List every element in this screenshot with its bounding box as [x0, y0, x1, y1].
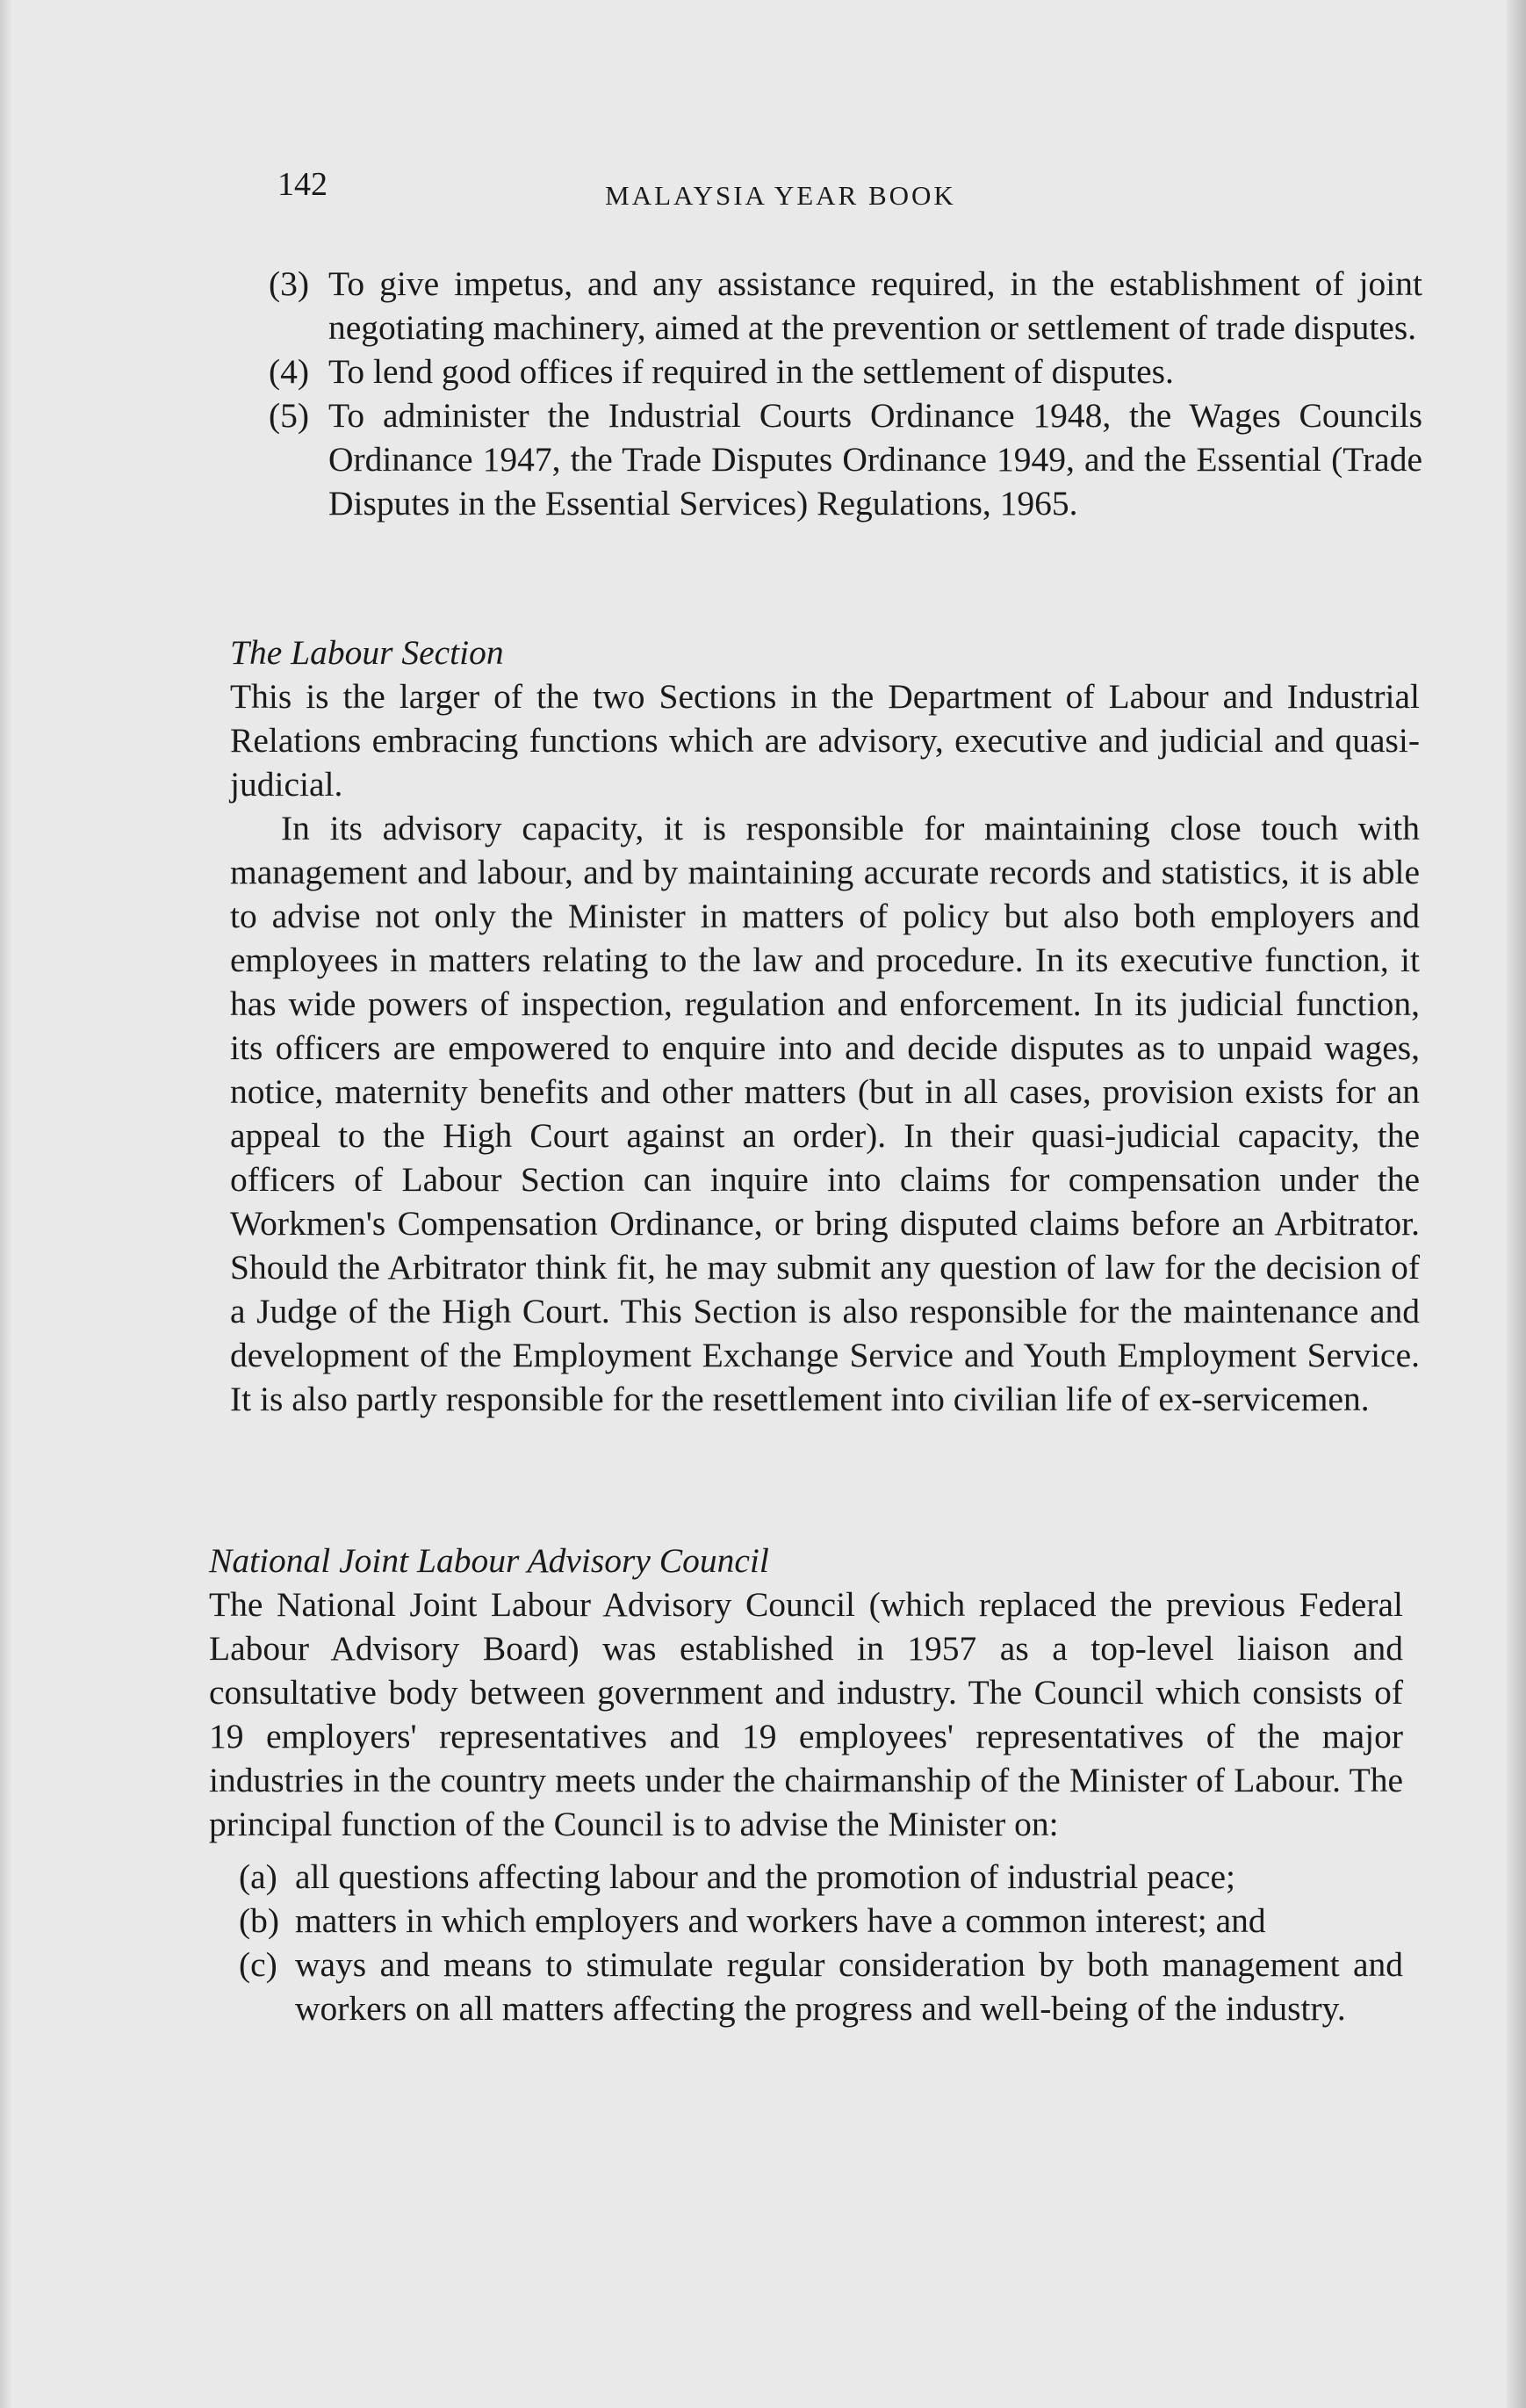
running-title: MALAYSIA YEAR BOOK	[605, 180, 956, 211]
section-heading: The Labour Section	[230, 633, 504, 672]
item-number: (5)	[269, 396, 310, 435]
item-letter: (a)	[239, 1857, 277, 1896]
council-section	[209, 1539, 1403, 2030]
paragraph: The National Joint Labour Advisory Council (which replaced the previous Federal Labour Advisory Board) was established in 1957 as a top-level liaison and consultative body between government and industry. The Council which consists of 19 employers' representatives and 19 employees' representatives of the major industries in the country meets under the chairmanship of the Minister of Labour. The principal function of the Council is to advise the Minister on:	[209, 1585, 1403, 1843]
functions-list	[211, 262, 1422, 525]
list-item	[209, 1943, 1403, 2030]
page-number: 142	[277, 166, 328, 203]
item-text: To administer the Industrial Courts Ordinance 1948, the Wages Councils Ordinance 1947, the Trade Disputes Ordinance 1949, and the Essential (Trade Disputes in the Essential Services) Regulations, 1965.	[328, 396, 1422, 523]
list-item	[209, 1855, 1403, 1899]
item-letter: (c)	[239, 1945, 277, 1984]
paragraph: In its advisory capacity, it is responsible for maintaining close touch with management and labour, and by maintaining accurate records and statistics, it is able to advise not only the Minister in matters of policy but also both employers and employees in matters relating to the law and procedure. In its executive function, it has wide powers of inspection, regulation and enforcement. In its judicial function, its officers are empowered to enquire into and decide disputes as to unpaid wages, notice, maternity benefits and other matters (but in all cases, provision exists for an appeal to the High Court against an order). In their quasi-judicial capacity, the officers of Labour Section can inquire into claims for compensation under the Workmen's Compensation Ordinance, or bring disputed claims before an Arbitrator. Should the Arbitrator think fit, he may submit any question of law for the decision of a Judge of the High Court. This Section is also responsible for the maintenance and development of the Employment Exchange Service and Youth Employment Service. It is also partly responsible for the resettlement into civilian life of ex-servicemen.	[230, 809, 1420, 1418]
list-item	[211, 262, 1422, 350]
item-number: (3)	[269, 264, 310, 303]
page-edge-right	[1507, 0, 1526, 2408]
section-heading: National Joint Labour Advisory Council	[209, 1541, 769, 1580]
item-text: To give impetus, and any assistance required, in the establishment of joint negotiating machinery, aimed at the prevention or settlement of trade disputes.	[328, 264, 1422, 347]
item-text: ways and means to stimulate regular consideration by both management and workers on all matters affecting the progress and well-being of the industry.	[295, 1945, 1403, 2028]
item-text: matters in which employers and workers have a common interest; and	[295, 1901, 1266, 1940]
list-item	[211, 393, 1422, 525]
item-text: To lend good offices if required in the settlement of disputes.	[328, 352, 1174, 391]
item-number: (4)	[269, 352, 310, 391]
item-letter: (b)	[239, 1901, 280, 1940]
list-item	[211, 350, 1422, 393]
paragraph: This is the larger of the two Sections in the Department of Labour and Industrial Relations embracing functions which are advisory, executive and judicial and quasi-judicial.	[230, 677, 1420, 804]
list-item	[209, 1899, 1403, 1943]
labour-section	[230, 631, 1420, 1421]
page-edge-left	[0, 0, 12, 2408]
item-text: all questions affecting labour and the promotion of industrial peace;	[295, 1857, 1235, 1896]
